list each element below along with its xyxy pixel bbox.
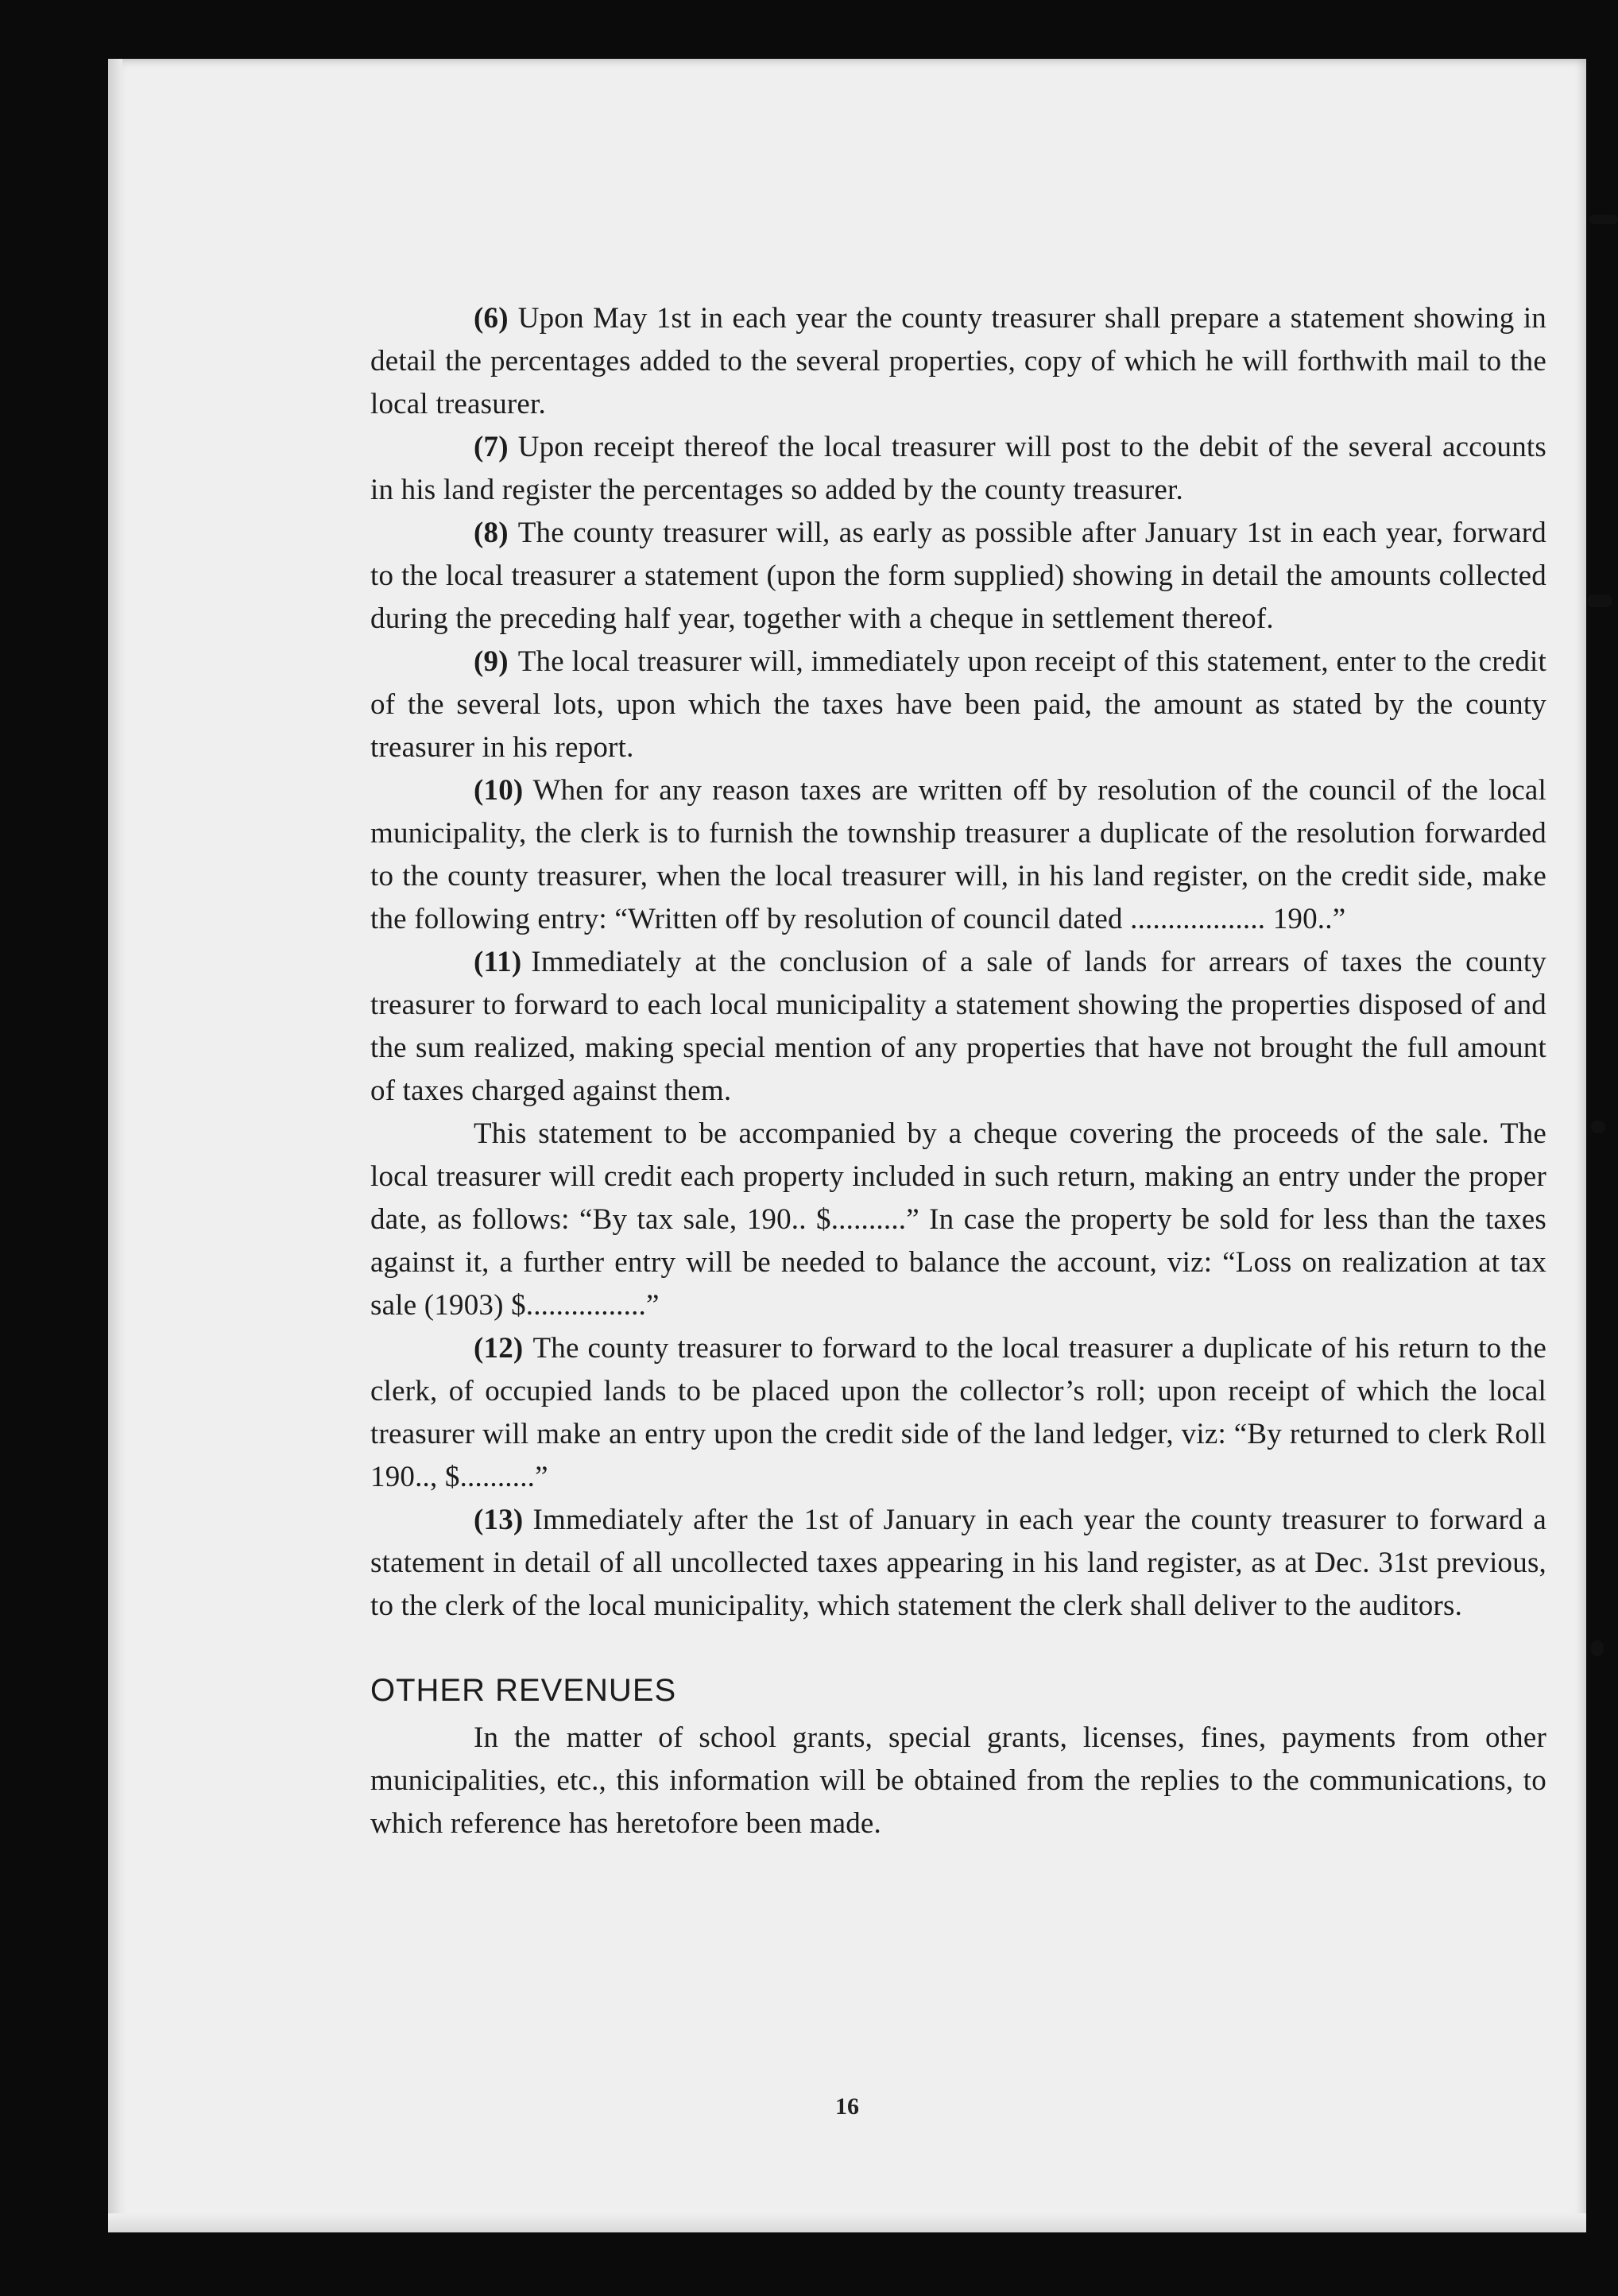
- paragraph-10: [370, 769, 1546, 941]
- page-binding-edge: [108, 59, 122, 2232]
- document-page: [108, 59, 1586, 2232]
- paragraph-text: Immediately at the conclusion of a sale of lands for arrears of taxes the county treasurer to forward to each local municipality a statement showing the properties disposed of and the sum realized, making special mention of any properties that have not brought the full amount of taxes charged against them.: [370, 946, 1546, 1107]
- paragraph-number: (13): [474, 1504, 524, 1536]
- section-paragraph: [370, 1717, 1546, 1845]
- paragraph-text: This statement to be accompanied by a cheque covering the proceeds of the sale. The local treasurer will credit each property included in such return, making an entry under the proper date, as follows: “By tax sale, 190.. $..........” In case the property be sold for less than the taxes against it, a further entry will be needed to balance the account, viz: “Loss on realization at tax sale (1903) $................”: [370, 1117, 1546, 1322]
- paragraph-text: Upon May 1st in each year the county treasurer shall prepare a statement showing in detail the percentages added to the several properties, copy of which he will forthwith mail to the local treasurer.: [370, 302, 1546, 420]
- paragraph-text: The county treasurer to forward to the local treasurer a duplicate of his return to the clerk, of occupied lands to be placed upon the collector’s roll; upon receipt of which the local treasurer will make an entry upon the credit side of the land ledger, viz: “By returned to clerk Roll 190.., $..........”: [370, 1332, 1546, 1493]
- paragraph-11: [370, 941, 1546, 1113]
- paragraph-9: [370, 641, 1546, 769]
- paragraph-7: [370, 426, 1546, 512]
- paragraph-number: (9): [474, 645, 509, 678]
- paragraph-number: (6): [474, 302, 509, 335]
- paragraph-text: In the matter of school grants, special grants, licenses, fines, payments from other municipalities, etc., this information will be obtained from the replies to the communications, to which reference has heretofore been made.: [370, 1721, 1546, 1840]
- paragraph-number: (10): [474, 774, 524, 807]
- page-bottom-shadow: [108, 2213, 1586, 2232]
- paragraph-13: [370, 1499, 1546, 1628]
- paragraph-text: The county treasurer will, as early as possible after January 1st in each year, forward to the local treasurer a statement (upon the form supplied) showing in detail the amounts collected during the preceding half year, together with a cheque in settlement thereof.: [370, 517, 1546, 635]
- paragraph-number: (12): [474, 1332, 524, 1365]
- body-text: [370, 297, 1546, 1845]
- paragraph-8: [370, 512, 1546, 641]
- paragraph-number: (7): [474, 431, 509, 463]
- paragraph-number: (11): [474, 946, 522, 978]
- margin-mark: [1589, 215, 1618, 224]
- paragraph-6: [370, 297, 1546, 426]
- paragraph-number: (8): [474, 517, 509, 549]
- paragraph-11-continued: [370, 1113, 1546, 1327]
- paragraph-text: Upon receipt thereof the local treasurer will post to the debit of the several accounts in his land register the percentages so added by the county treasurer.: [370, 431, 1546, 506]
- paragraph-12: [370, 1327, 1546, 1499]
- section-heading: OTHER REVENUES: [370, 1673, 677, 1708]
- margin-mark: [1588, 594, 1612, 607]
- paragraph-text: When for any reason taxes are written off by resolution of the council of the local municipality, the clerk is to furnish the township treasurer a duplicate of the resolution forwarded to the county treasurer, when the local treasurer will, in his land register, on the credit side, make the following entry: “Written off by resolution of council dated .................. 190..”: [370, 774, 1546, 935]
- paragraph-text: The local treasurer will, immediately upon receipt of this statement, enter to the credit of the several lots, upon which the taxes have been paid, the amount as stated by the county treasurer in his report.: [370, 645, 1546, 764]
- paragraph-text: Immediately after the 1st of January in each year the county treasurer to forward a statement in detail of all uncollected taxes appearing in his land register, as at Dec. 31st previous, to the clerk of the local municipality, which statement the clerk shall deliver to the auditors.: [370, 1504, 1546, 1622]
- page-number: 16: [835, 2093, 859, 2120]
- margin-mark: [1591, 1640, 1604, 1656]
- margin-mark: [1591, 1121, 1605, 1133]
